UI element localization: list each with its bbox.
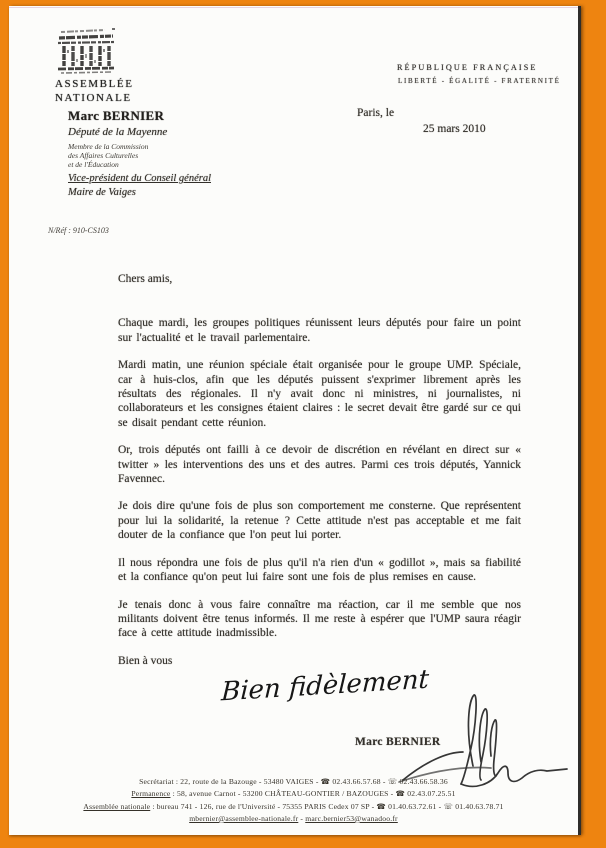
footer-assemblee-label: Assemblée nationale — [83, 801, 151, 811]
letterhead-footer — [9, 776, 578, 825]
letter-body — [118, 272, 521, 668]
footer-emails-line — [9, 813, 578, 825]
closing-salutation: Bien à vous — [118, 654, 173, 667]
liberte-egalite-fraternite-motto: LIBERTÉ - ÉGALITÉ - FRATERNITÉ — [398, 77, 561, 85]
sender-commission-line2: des Affaires Culturelles — [68, 151, 139, 160]
org-name-line2: NATIONALE — [55, 92, 132, 104]
footer-email-2: marc.bernier53@wanadoo.fr — [305, 813, 398, 823]
palais-bourbon-engraving-icon — [55, 26, 119, 76]
paragraph: Or, trois députés ont failli à ce devoir de discrétion en révélant en direct sur « twitter » les interventions des uns et des autres. Parmi ces trois députés, Yannick Favennec. — [118, 444, 521, 486]
footer-secretariat-line: Secrétariat : 22, route de la Bazouge - 53480 VAIGES - ☎ 02.43.66.57.68 - ☏ 02.43.66.58.36 — [139, 777, 448, 787]
sender-mayor: Maire de Vaiges — [68, 187, 136, 198]
handwritten-closing: Bien fidèlement — [220, 664, 430, 708]
sender-commission-line3: et de l'Éducation — [68, 160, 119, 169]
sender-vice-president: Vice-président du Conseil général — [68, 173, 211, 184]
footer-email-separator: - — [298, 813, 306, 823]
sender-role: Député de la Mayenne — [68, 126, 168, 138]
scan-artifact-line — [9, 7, 578, 8]
footer-email-1: mbernier@assemblee-nationale.fr — [189, 813, 299, 823]
paragraph: Je tenais donc à vous faire connaître ma réaction, car il me semble que nos militants doivent être tenus informés. Il me reste à espérer que l'UMP saura réagir face à cette attitude inadmissible. — [118, 598, 521, 640]
signature-name: Marc BERNIER — [355, 736, 441, 748]
sender-name: Marc BERNIER — [68, 108, 165, 123]
assemblee-nationale-logo-block — [55, 26, 165, 104]
sender-commission-line1: Membre de la Commission — [68, 142, 149, 151]
place-line: Paris, le — [357, 107, 395, 119]
paragraph: Mardi matin, une réunion spéciale était organisée pour le groupe UMP. Spéciale, car à huis-clos, afin que les députés puissent s'exprimer librement après les résultats des régionales. Il n'y avait donc ni ministres, ni journalistes, ni collaborateurs et les consignes étaient claires : le secret devait être gardé sur ce qui se disait pendant cette réunion. — [118, 359, 521, 429]
paragraph: Je dois dire qu'une fois de plus son comportement me consterne. Que représentent pour lui la solidarité, la retenue ? Cette attitude n'est pas acceptable et me fait douter de la confiance que l'on peut lui porter. — [118, 500, 521, 542]
paragraph: Il nous répondra une fois de plus qu'il n'a rien d'un « godillot », mais sa fiabilité et la confiance qu'on peut lui faire sont une fois de plus remises en cause. — [118, 556, 521, 584]
footer-assemblee-rest: : bureau 741 - 126, rue de l'Université - 75355 PARIS Cedex 07 SP - ☎ 01.40.63.72.61 - ☏ 01.40.63.78.71 — [150, 801, 504, 811]
reference-number: N/Réf : 910-CS103 — [48, 226, 109, 235]
footer-permanence-rest: : 58, avenue Carnot - 53200 CHÂTEAU-GONTIER / BAZOUGES - ☎ 02.43.07.25.51 — [170, 789, 456, 799]
footer-permanence-label: Permanence — [131, 789, 171, 799]
sender-block — [68, 108, 211, 198]
republique-francaise-header: RÉPUBLIQUE FRANÇAISE — [397, 63, 538, 72]
footer-assemblee-line — [9, 801, 578, 813]
paragraph: Chaque mardi, les groupes politiques réunissent leurs députés pour faire un point sur l'actualité et le travail parlementaire. — [118, 317, 521, 344]
footer-permanence-line — [9, 788, 578, 800]
scanned-letter-page — [9, 6, 581, 835]
letter-date: 25 mars 2010 — [423, 123, 486, 135]
salutation: Chers amis, — [118, 273, 173, 285]
org-name-line1: ASSEMBLÉE — [55, 78, 134, 90]
